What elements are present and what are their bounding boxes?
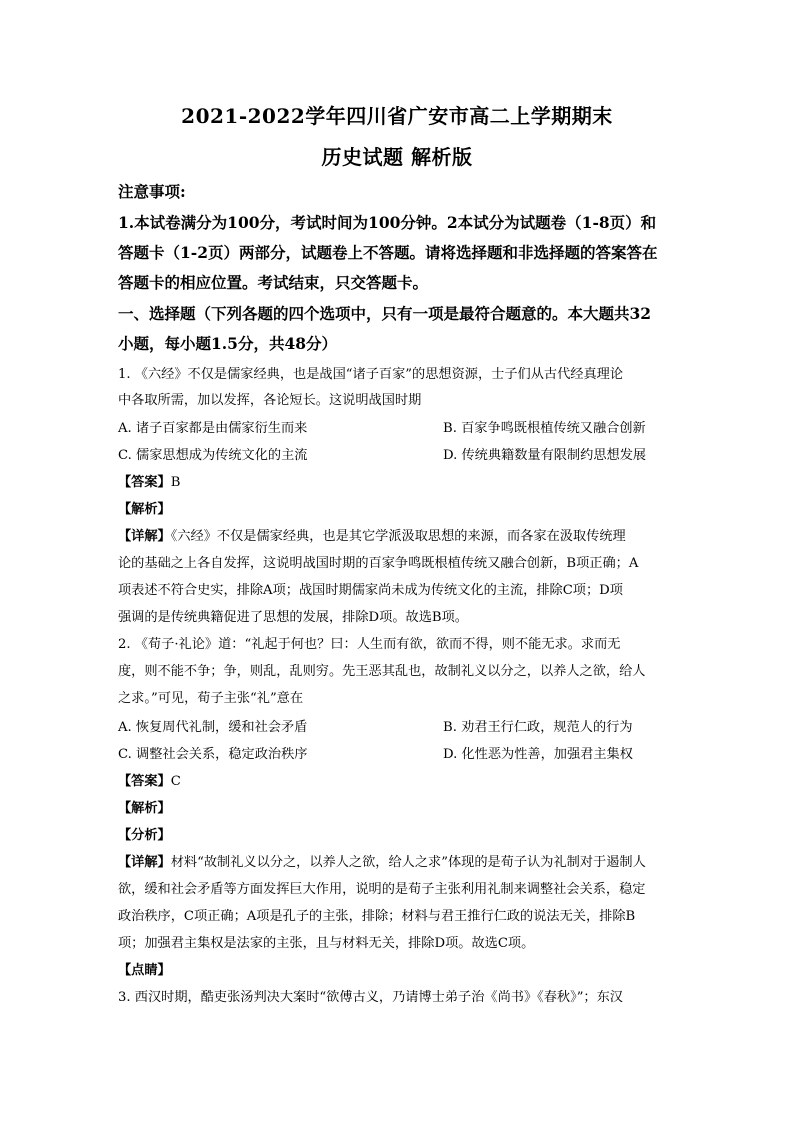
question-1-analysis-tag: 【解析】 bbox=[118, 502, 171, 517]
question-2-detail: 欲，缓和社会矛盾等方面发挥巨大作用，说明的是荀子主张利用礼制来调整社会关系，稳定 bbox=[118, 882, 646, 897]
question-2-detail bbox=[118, 853, 678, 873]
question-2-stem: 度，则不能不争；争，则乱，乱则穷。先王恶其乱也，故制礼义以分之，以养人之欲，给人 bbox=[118, 664, 646, 679]
question-2-option-a: A. 恢复周代礼制，缓和社会矛盾 bbox=[118, 720, 308, 735]
detail-tag: 【详解】 bbox=[118, 529, 171, 544]
detail-tag: 【详解】 bbox=[118, 855, 171, 870]
question-1-option-d: D. 传统典籍数量有限制约思想发展 bbox=[443, 448, 647, 463]
question-2-detail: 政治秩序，C项正确；A项是孔子的主张，排除；材料与君王推行仁政的说法无关，排除B bbox=[118, 909, 636, 924]
document-title: 2021-2022学年四川省广安市高二上学期期末 bbox=[181, 104, 613, 128]
question-2-option-b: B. 劝君王行仁政，规范人的行为 bbox=[443, 720, 633, 735]
question-1-detail: 强调的是传统典籍促进了思想的发展，排除D项。故选B项。 bbox=[118, 610, 468, 625]
question-1-detail: 项表述不符合史实，排除A项；战国时期儒家尚未成为传统文化的主流，排除C项；D项 bbox=[118, 583, 623, 598]
question-1-answer bbox=[118, 473, 678, 493]
question-1-stem: 1. 《六经》不仅是儒家经典，也是战国“诸子百家”的思想资源，士子们从古代经真理论 bbox=[118, 367, 624, 382]
question-1-detail: 论的基础之上各自发挥，这说明战国时期的百家争鸣既根植传统又融合创新，B项正确；A bbox=[118, 556, 639, 571]
answer-value: B bbox=[170, 475, 181, 490]
question-2-answer bbox=[118, 772, 678, 792]
question-2-dianjing-tag: 【点睛】 bbox=[118, 963, 171, 978]
notice-line: 答题卡（1-2页）两部分，试题卷上不答题。请将选择题和非选择题的答案答在 bbox=[118, 243, 658, 262]
question-2-detail: 项；加强君主集权是法家的主张，且与材料无关，排除D项。故选C项。 bbox=[118, 936, 535, 951]
question-1-option-c: C. 儒家思想成为传统文化的主流 bbox=[118, 448, 308, 463]
question-2-option-c: C. 调整社会关系，稳定政治秩序 bbox=[118, 747, 308, 762]
detail-text: 材料“故制礼义以分之，以养人之欲，给人之求”体现的是荀子认为礼制对于遏制人 bbox=[170, 855, 646, 870]
notice-heading: 注意事项: bbox=[118, 182, 186, 201]
document-subtitle: 历史试题 解析版 bbox=[321, 145, 473, 169]
question-2-analysis-tag: 【解析】 bbox=[118, 801, 171, 816]
answer-value: C bbox=[170, 774, 181, 789]
notice-line: 1.本试卷满分为100分，考试时间为100分钟。2本试分为试题卷（1-8页）和 bbox=[118, 213, 657, 232]
section-heading: 一、选择题（下列各题的四个选项中，只有一项是最符合题意的。本大题共32 bbox=[118, 304, 652, 323]
question-1-detail bbox=[118, 527, 678, 547]
question-2-option-d: D. 化性恶为性善，加强君主集权 bbox=[443, 747, 633, 762]
section-heading: 小题，每小题1.5分，共48分） bbox=[118, 334, 338, 353]
question-3-stem: 3. 西汉时期，酷吏张汤判决大案时“欲傅古义，乃请博士弟子治《尚书》《春秋》”；东汉 bbox=[118, 990, 623, 1005]
question-1-option-b: B. 百家争鸣既根植传统又融合创新 bbox=[443, 421, 646, 436]
question-1-option-a: A. 诸子百家都是由儒家衍生而来 bbox=[118, 421, 308, 436]
answer-tag: 【答案】 bbox=[118, 475, 171, 490]
question-2-stem: 之求。”可见，荀子主张“礼”意在 bbox=[118, 691, 304, 706]
notice-line: 答题卡的相应位置。考试结束，只交答题卡。 bbox=[118, 273, 429, 292]
detail-text: 《六经》不仅是儒家经典，也是其它学派汲取思想的来源，而各家在汲取传统理 bbox=[170, 529, 626, 544]
answer-tag: 【答案】 bbox=[118, 774, 171, 789]
question-2-stem: 2. 《荀子·礼论》道：“礼起于何也？曰：人生而有欲，欲而不得，则不能无求。求而无 bbox=[118, 637, 621, 652]
question-2-fenxi-tag: 【分析】 bbox=[118, 828, 171, 843]
question-1-stem: 中各取所需，加以发挥，各论短长。这说明战国时期 bbox=[118, 393, 422, 408]
